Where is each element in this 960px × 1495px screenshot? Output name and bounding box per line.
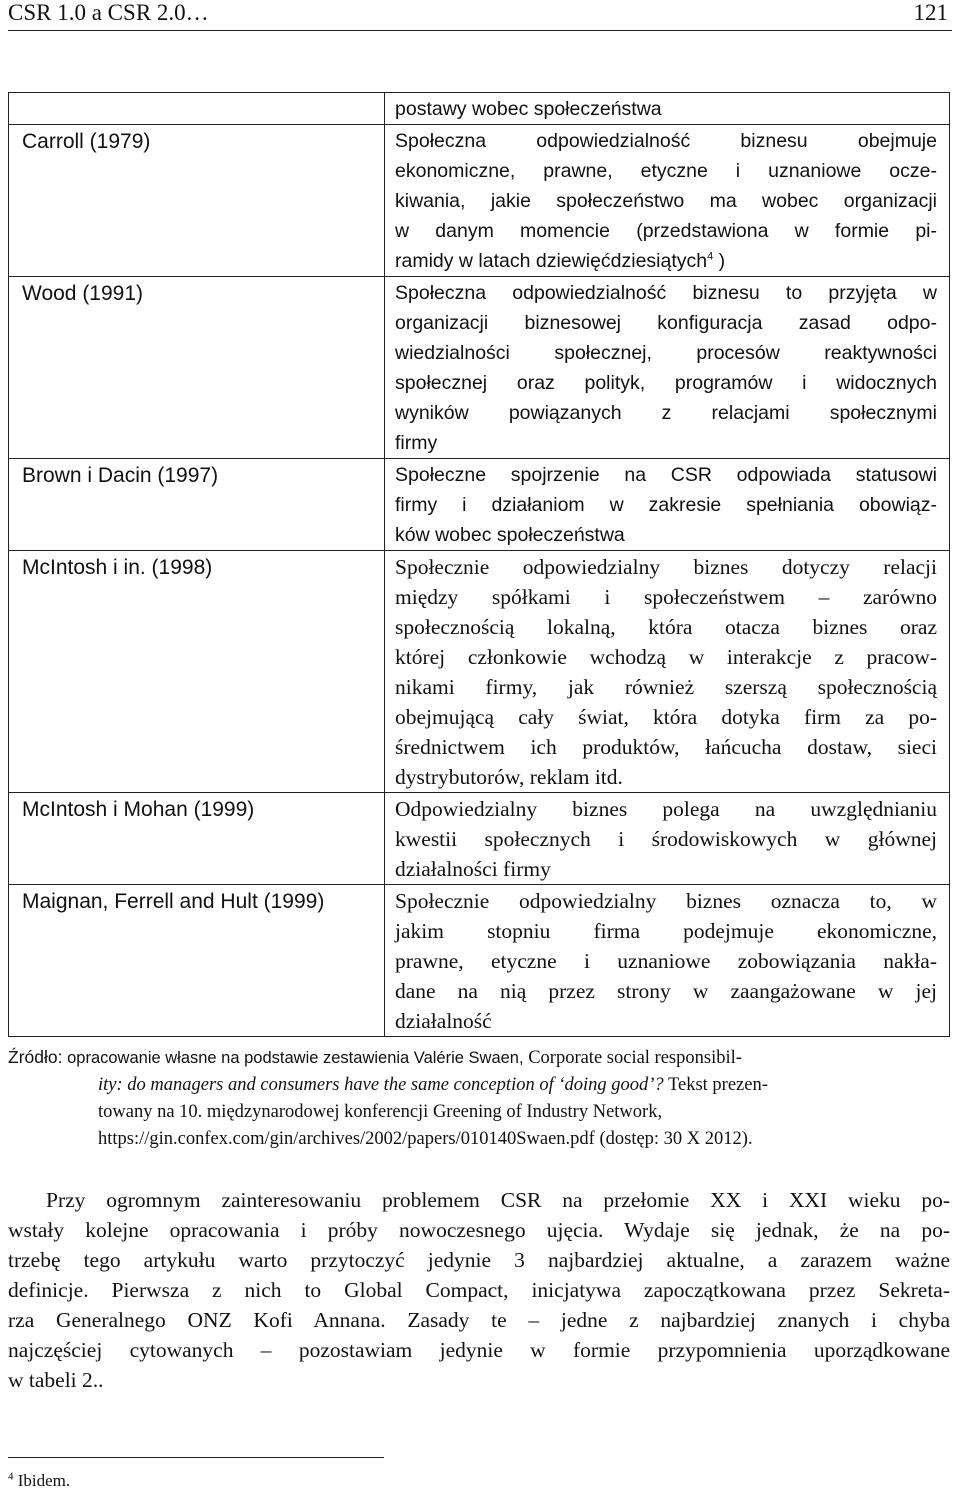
author-cell: McIntosh i Mohan (1999): [9, 793, 385, 885]
footnote: [8, 1470, 70, 1492]
source-text: opracowanie własne na podstawie zestawienia Valérie Swaen,: [67, 1049, 524, 1067]
definition-line: kwestii społecznych i środowiskowych w głównej: [395, 827, 937, 851]
definition-line: społecznością lokalną, która otacza biznes oraz: [395, 615, 937, 639]
definition-line: dane na nią przez strony w zaangażowane w jej: [395, 979, 937, 1003]
definition-cell: [385, 885, 950, 1037]
author-cell: Carroll (1979): [9, 125, 385, 277]
paragraph-line: wstały kolejne opracowania i próby nowoczesnego ujęcia. Wydaje się jednak, że na po-: [8, 1218, 950, 1242]
definition-cell: [385, 277, 950, 459]
page-header: [8, 0, 952, 31]
definition-cell: [385, 793, 950, 885]
table-row: [9, 459, 950, 551]
definition-line: Odpowiedzialny biznes polega na uwzględnianiu: [395, 797, 937, 821]
source-url[interactable]: https://gin.confex.com/gin/archives/2002/papers/010140Swaen.pdf (dostęp: 30 X 2012).: [98, 1129, 753, 1149]
table-row: [9, 93, 950, 125]
table-row: [9, 885, 950, 1037]
definition-line: Społeczne spojrzenie na CSR odpowiada statusowi: [395, 464, 937, 486]
definition-cell: [385, 551, 950, 793]
definition-line: ekonomiczne, prawne, etyczne i uznaniowe ocze-: [395, 160, 937, 182]
table-row: [9, 793, 950, 885]
source-title-start: Corporate social responsibil-: [528, 1048, 742, 1068]
definition-line: jakim stopniu firma podejmuje ekonomiczne,: [395, 919, 937, 943]
table-row: [9, 277, 950, 459]
definition-line: organizacji biznesowej konfiguracja zasad odpo-: [395, 312, 937, 334]
author-cell: Maignan, Ferrell and Hult (1999): [9, 885, 385, 1037]
definition-line: działalność: [395, 1009, 492, 1033]
definition-line: Społeczna odpowiedzialność biznesu to przyjęta w: [395, 282, 937, 304]
author-cell: Wood (1991): [9, 277, 385, 459]
paragraph-line: definicje. Pierwsza z nich to Global Compact, inicjatywa zapoczątkowana przez Sekreta-: [8, 1278, 950, 1302]
definition-line-end: ): [713, 250, 726, 272]
definition-line: postawy wobec społeczeństwa: [395, 98, 662, 120]
table-row: [9, 125, 950, 277]
definition-line: prawne, etyczne i uznaniowe zobowiązania nakła-: [395, 949, 937, 973]
table-source-note: [8, 1044, 946, 1153]
paragraph-line: w tabeli 2..: [8, 1368, 104, 1392]
source-label: Źródło:: [8, 1047, 63, 1067]
paragraph-line: trzebę tego artykułu warto przytoczyć jedynie 3 najbardziej aktualne, a zarazem ważne: [8, 1248, 950, 1272]
csr-definitions-table: [8, 92, 950, 1037]
paragraph-line: Przy ogromnym zainteresowaniu problemem CSR na przełomie XX i XXI wieku po-: [46, 1188, 950, 1212]
definition-line: kiwania, jakie społeczeństwo ma wobec organizacji: [395, 190, 937, 212]
definition-line: Społeczna odpowiedzialność biznesu obejmuje: [395, 130, 937, 152]
definition-cell: [385, 459, 950, 551]
definition-line: w danym momencie (przedstawiona w formie pi-: [395, 220, 937, 242]
definition-line: firmy: [395, 432, 438, 454]
definition-line: nikami firmy, jak również szerszą społecznością: [395, 675, 937, 699]
definition-line: obejmującą cały świat, która dotyka firm za po-: [395, 705, 937, 729]
running-title: CSR 1.0 a CSR 2.0…: [8, 0, 209, 25]
definition-line: wyników powiązanych z relacjami społecznymi: [395, 402, 937, 424]
definition-cell: [385, 125, 950, 277]
definition-line: dystrybutorów, reklam itd.: [395, 765, 623, 789]
definition-line: ramidy w latach dziewięćdziesiątych: [395, 250, 708, 272]
definition-line: wiedzialności społecznej, procesów reaktywności: [395, 342, 937, 364]
source-text: towany na 10. międzynarodowej konferencji Greening of Industry Network,: [98, 1102, 663, 1122]
definition-cell: [385, 93, 950, 125]
definition-line: której członkowie wchodzą w interakcje z pracow-: [395, 645, 937, 669]
paragraph-line: rza Generalnego ONZ Kofi Annana. Zasady te – jedne z najbardziej znanych i chyba: [8, 1308, 950, 1332]
table-row: [9, 551, 950, 793]
author-cell: McIntosh i in. (1998): [9, 551, 385, 793]
body-paragraph: [8, 1185, 950, 1395]
definition-line: między spółkami i społeczeństwem – zarówno: [395, 585, 937, 609]
source-text: Tekst prezen-: [667, 1075, 768, 1095]
definition-line: społecznej oraz polityk, programów i widocznych: [395, 372, 937, 394]
footnote-separator: [8, 1457, 384, 1458]
footnote-number: 4: [8, 1470, 14, 1483]
definition-line: średnictwem ich produktów, łańcucha dostaw, sieci: [395, 735, 937, 759]
footnote-reference[interactable]: 4: [707, 250, 714, 263]
definition-line: Społecznie odpowiedzialny biznes dotyczy relacji: [395, 555, 937, 579]
definition-line: ków wobec społeczeństwa: [395, 524, 625, 546]
paragraph-line: najczęściej cytowanych – pozostawiam jedynie w formie przypomnienia uporządkowane: [8, 1338, 950, 1362]
author-cell: [9, 93, 385, 125]
source-title: ity: do managers and consumers have the same conception of ‘doing good’?: [98, 1075, 664, 1095]
definition-line: działalności firmy: [395, 857, 551, 881]
footnote-text: Ibidem.: [17, 1471, 71, 1490]
definition-line: Społecznie odpowiedzialny biznes oznacza to, w: [395, 889, 937, 913]
author-cell: Brown i Dacin (1997): [9, 459, 385, 551]
definition-line: firmy i działaniom w zakresie spełniania obowiąz-: [395, 494, 937, 516]
page-number: 121: [913, 0, 948, 25]
